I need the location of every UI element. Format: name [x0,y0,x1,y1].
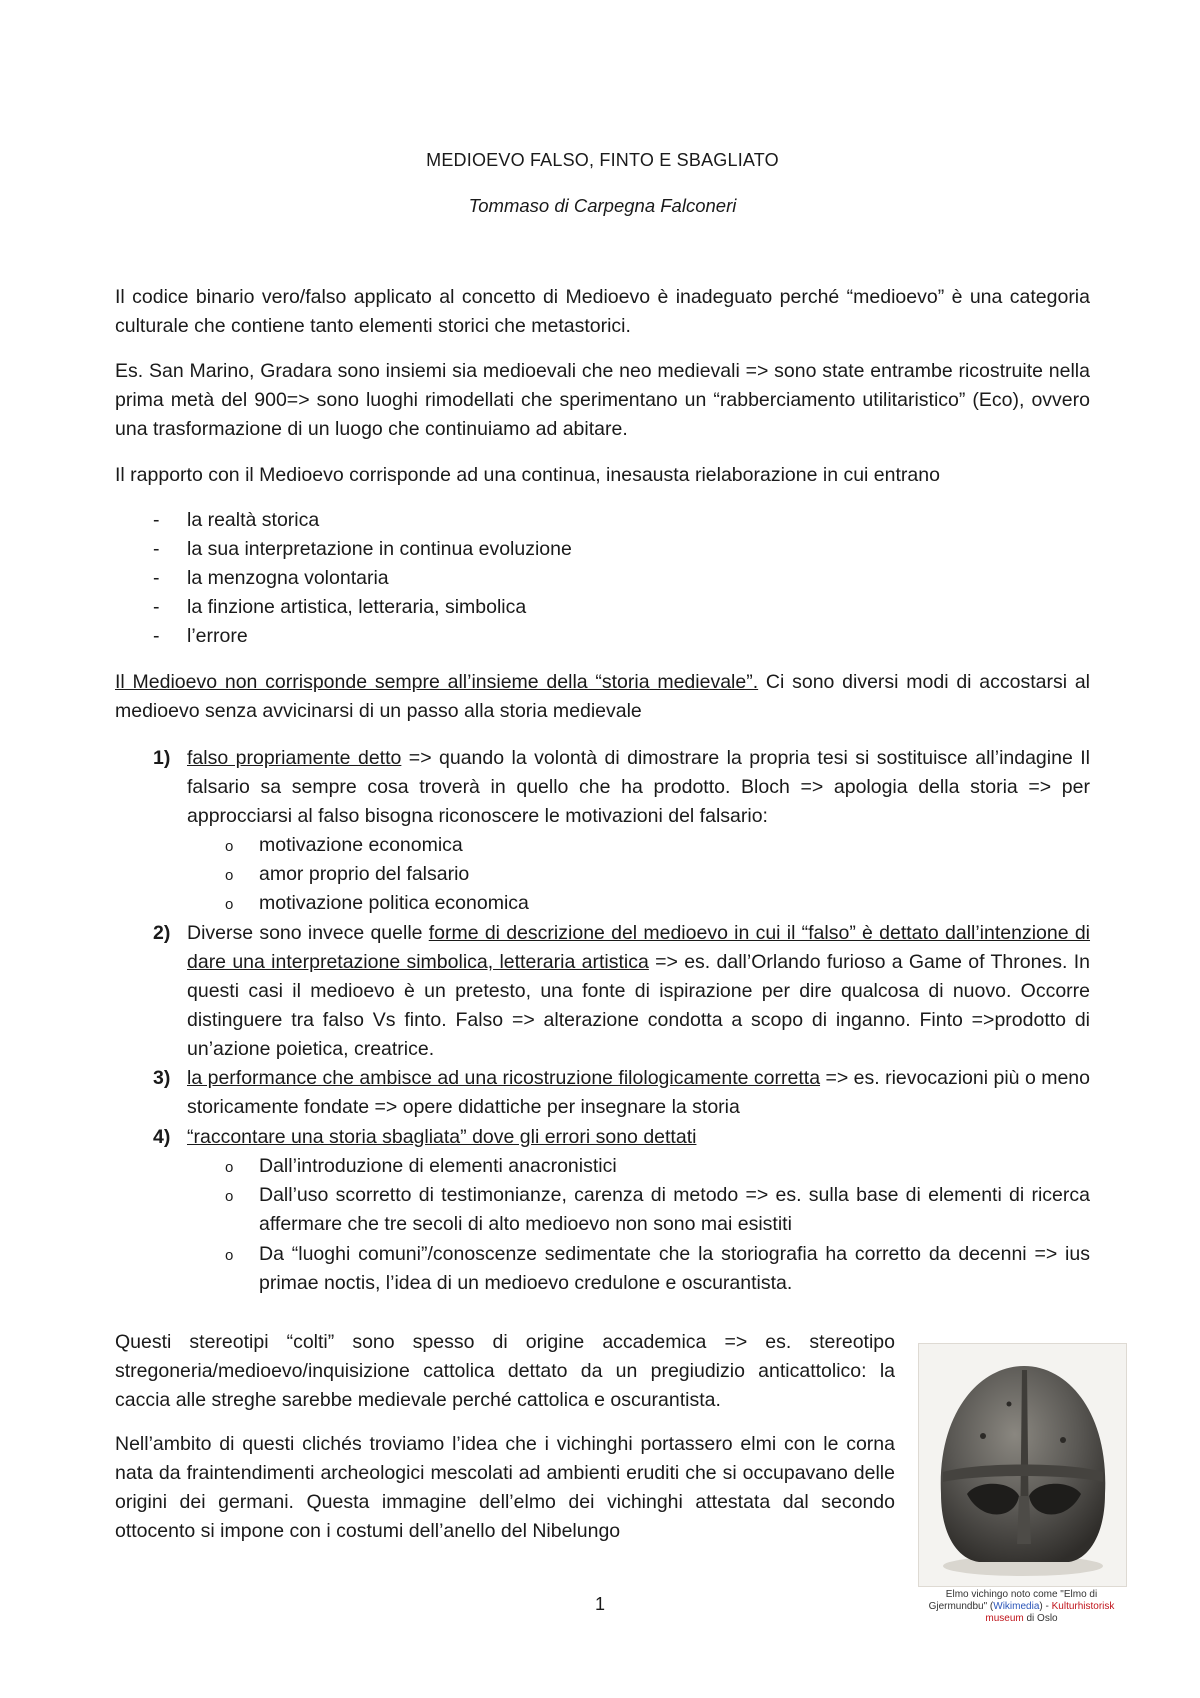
sub-item-text: amor proprio del falsario [259,863,470,885]
underlined-text: “raccontare una storia sbagliata” dove gli errori sono dettati [187,1126,697,1148]
list-item [115,506,1090,535]
paragraph-stereotipi: Questi stereotipi “colti” sono spesso di origine accademica => es. stereotipo stregoneria/medioevo/inquisizione cattolica dettato da un pregiudizio anticattolico: la caccia alle streghe sarebbe medievale perché cattolica e oscurantista. [115,1331,895,1411]
list-item [115,564,1090,593]
underlined-text: falso propriamente detto [187,747,402,769]
paragraph-vichinghi: Nell’ambito di questi clichés troviamo l’idea che i vichinghi portassero elmi con le corna nata da fraintendimenti archeologici mescolati ad ambienti eruditi che si occupavano delle origini dei germani. Questa immagine dell’elmo dei vichinghi attestata dal secondo ottocento si impone con i costumi dell’anello del Nibelungo [115,1433,895,1542]
sub-item-text: motivazione economica [259,834,463,856]
document-title: MEDIOEVO FALSO, FINTO E SBAGLIATO [426,150,779,170]
caption-text: di Oslo [1023,1613,1058,1624]
dash-bullet: - [153,567,160,589]
sub-item-text: Dall’uso scorretto di testimonianze, carenza di metodo => es. sulla base di elementi di ricerca affermare che tre secoli di alto medioevo non sono mai esistiti [259,1184,1090,1235]
caption-link[interactable]: Wikimedia [993,1601,1040,1612]
item-number: 1) [153,747,171,769]
paragraph-rapporto: Il rapporto con il Medioevo corrisponde ad una continua, inesausta rielaborazione in cui entrano [115,464,940,486]
caption-link[interactable]: Kulturhistorisk museum [985,1601,1115,1624]
item-number: 4) [153,1126,171,1148]
list-item [115,593,1090,622]
item-body: Diverse sono invece quelle [187,922,429,944]
underlined-text: Il Medioevo non corrisponde sempre all’insieme della “storia medievale”. [115,671,759,693]
circle-bullet: o [225,867,234,884]
list-item [115,622,1090,651]
dash-bullet: - [153,538,160,560]
caption-text: Elmo vichingo noto come "Elmo di Gjermundbu" ( [928,1589,1098,1612]
paragraph-text: Ci sono diversi modi di accostarsi al medioevo senza avvicinarsi di un passo alla storia medievale [115,671,1090,722]
dash-bullet: - [153,625,160,647]
underlined-text: forme di descrizione del medioevo in cui il “falso” è dettato dall’intenzione di dare una interpretazione simbolica, letteraria artistica [187,922,1091,973]
item-body: => es. rievocazioni più o meno storicamente fondate => opere didattiche per insegnare la storia [187,1067,1090,1118]
circle-bullet: o [225,838,234,855]
item-text [187,744,1090,831]
sub-item-text: motivazione politica economica [259,892,529,914]
paragraph-example: Es. San Marino, Gradara sono insiemi sia medioevali che neo medievali => sono state entrambe ricostruite nella prima metà del 900=> sono luoghi rimodellati che sperimentano un “rabberciamento utilitaristico” (Eco), ovvero una trasformazione di un luogo che continuiamo ad abitare. [115,360,1090,440]
item-number: 2) [153,922,171,944]
circle-bullet: o [225,1188,234,1205]
sub-item-text: Dall’introduzione di elementi anacronistici [259,1155,617,1177]
circle-bullet: o [225,1159,234,1176]
item-body: => quando la volontà di dimostrare la propria tesi si sostituisce all’indagine Il falsario sa sempre cosa troverà in quello che ha prodotto. Bloch => apologia della storia => per approcciarsi al falso bisogna riconoscere le motivazioni del falsario: [187,747,1090,827]
list-item-text: l’errore [187,625,248,647]
dash-bullet: - [153,596,160,618]
dash-list [115,506,1090,651]
item-text [187,919,1090,1064]
item-body: => es. dall’Orlando furioso a Game of Thrones. In questi casi il medioevo è un pretesto, una fonte di ispirazione per dire qualcosa di nuovo. Occorre distinguere tra falso Vs finto. Falso => alterazione condotta a scopo di inganno. Finto =>prodotto di un’azione poietica, creatrice. [187,951,1090,1060]
circle-bullet: o [225,1247,234,1264]
sub-item-text: Da “luoghi comuni”/conoscenze sedimentate che la storiografia ha corretto da decenni => ius primae noctis, l’idea di un medioevo credulone e oscurantista. [259,1243,1090,1294]
helmet-photo [918,1343,1127,1587]
underlined-text: la performance che ambisce ad una ricostruzione filologicamente corretta [187,1067,821,1089]
list-item [115,535,1090,564]
caption-text: ) - [1039,1601,1052,1612]
item-text [187,1064,1090,1122]
list-item-text: la menzogna volontaria [187,567,389,589]
paragraph-intro: Il codice binario vero/falso applicato al concetto di Medioevo è inadeguato perché “medioevo” è una categoria culturale che contiene tanto elementi storici che metastorici. [115,286,1090,337]
list-item-text: la realtà storica [187,509,320,531]
dash-bullet: - [153,509,160,531]
document-author: Tommaso di Carpegna Falconeri [468,195,737,216]
item-number: 3) [153,1067,171,1089]
item-text [187,1123,1090,1152]
viking-helmet-image [919,1344,1126,1586]
paragraph-medioevo [115,668,1090,726]
page-number: 1 [594,1594,605,1614]
list-item-text: la sua interpretazione in continua evoluzione [187,538,572,560]
list-item-text: la finzione artistica, letteraria, simbolica [187,596,527,618]
circle-bullet: o [225,896,234,913]
